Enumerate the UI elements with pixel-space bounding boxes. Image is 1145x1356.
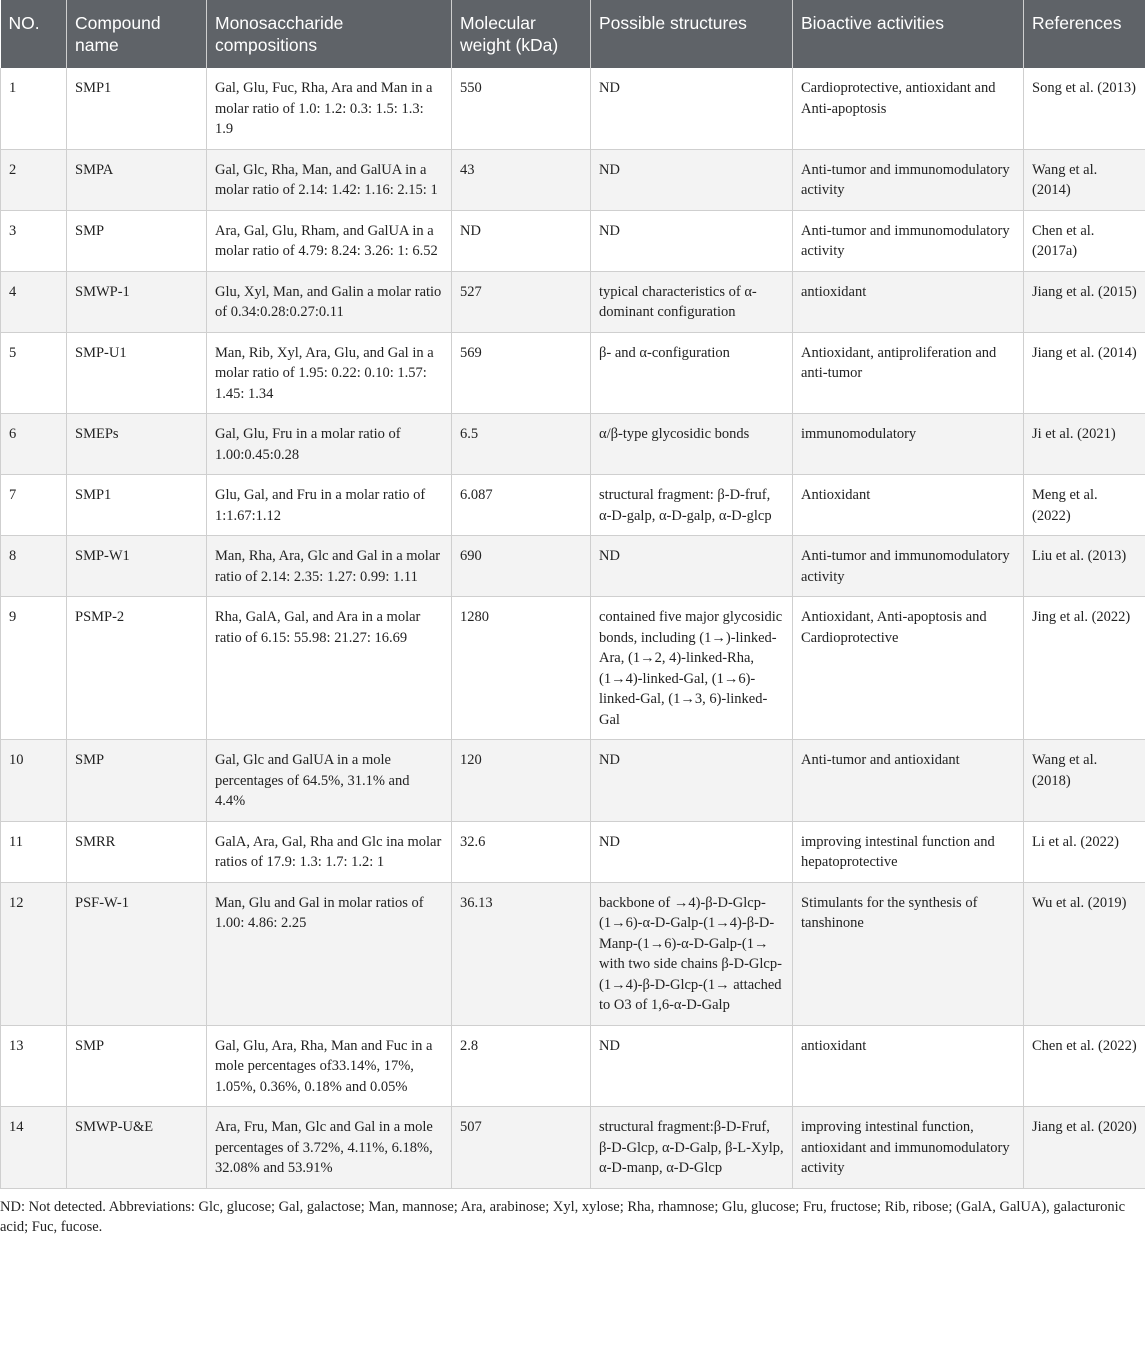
cell-molecular-weight: 569 (452, 332, 591, 414)
cell-compound-name: SMEPs (67, 414, 207, 475)
table-row (1, 740, 1145, 822)
table-row (1, 210, 1145, 271)
cell-monosaccharide: Gal, Glc, Rha, Man, and GalUA in a molar ratio of 2.14: 1.42: 1.16: 2.15: 1 (207, 149, 452, 210)
cell-references: Wu et al. (2019) (1024, 882, 1145, 1025)
cell-monosaccharide: Ara, Gal, Glu, Rham, and GalUA in a molar ratio of 4.79: 8.24: 3.26: 1: 6.52 (207, 210, 452, 271)
cell-no: 1 (1, 68, 67, 149)
cell-structures: contained five major glycosidic bonds, including (1→)-linked-Ara, (1→2, 4)-linked-Rha, (1→4)-linked-Gal, (1→6)-linked-Gal, (1→3, 6)-linked-Gal (591, 597, 793, 740)
cell-molecular-weight: 550 (452, 68, 591, 149)
cell-molecular-weight: 6.087 (452, 475, 591, 536)
cell-structures: structural fragment:β-D-Fruf, β-D-Glcp, α-D-Galp, β-L-Xylp, α-D-manp, α-D-Glcp (591, 1107, 793, 1189)
cell-monosaccharide: Man, Rha, Ara, Glc and Gal in a molar ratio of 2.14: 2.35: 1.27: 0.99: 1.11 (207, 536, 452, 597)
table-row (1, 149, 1145, 210)
cell-structures: ND (591, 149, 793, 210)
cell-molecular-weight: 32.6 (452, 821, 591, 882)
cell-bioactivities: Antioxidant, Anti-apoptosis and Cardioprotective (793, 597, 1024, 740)
table-row (1, 475, 1145, 536)
cell-bioactivities: immunomodulatory (793, 414, 1024, 475)
cell-references: Wang et al. (2014) (1024, 149, 1145, 210)
cell-no: 2 (1, 149, 67, 210)
table-row (1, 414, 1145, 475)
cell-bioactivities: Anti-tumor and antioxidant (793, 740, 1024, 822)
cell-bioactivities: antioxidant (793, 271, 1024, 332)
cell-no: 13 (1, 1025, 67, 1107)
cell-structures: β- and α-configuration (591, 332, 793, 414)
cell-compound-name: SMP-W1 (67, 536, 207, 597)
cell-compound-name: SMP-U1 (67, 332, 207, 414)
header-bioactivities: Bioactive activities (793, 0, 1024, 68)
table-footnote: ND: Not detected. Abbreviations: Glc, glucose; Gal, galactose; Man, mannose; Ara, arabinose; Xyl, xylose; Rha, rhamnose; Glu, glucose; Fru, fructose; Rib, ribose; (GalA, GalUA), galacturonic acid; Fuc, fucose. (0, 1198, 1126, 1235)
cell-no: 3 (1, 210, 67, 271)
cell-references: Liu et al. (2013) (1024, 536, 1145, 597)
cell-monosaccharide: Man, Glu and Gal in molar ratios of 1.00: 4.86: 2.25 (207, 882, 452, 1025)
cell-molecular-weight: 2.8 (452, 1025, 591, 1107)
cell-bioactivities: Cardioprotective, antioxidant and Anti-apoptosis (793, 68, 1024, 149)
cell-bioactivities: antioxidant (793, 1025, 1024, 1107)
cell-molecular-weight: 690 (452, 536, 591, 597)
cell-references: Meng et al. (2022) (1024, 475, 1145, 536)
cell-compound-name: SMRR (67, 821, 207, 882)
cell-references: Chen et al. (2022) (1024, 1025, 1145, 1107)
cell-compound-name: SMP1 (67, 475, 207, 536)
cell-monosaccharide: Gal, Glc and GalUA in a mole percentages of 64.5%, 31.1% and 4.4% (207, 740, 452, 822)
cell-compound-name: SMP (67, 740, 207, 822)
cell-references: Wang et al. (2018) (1024, 740, 1145, 822)
cell-molecular-weight: 43 (452, 149, 591, 210)
table-row (1, 821, 1145, 882)
cell-bioactivities: Anti-tumor and immunomodulatory activity (793, 210, 1024, 271)
cell-bioactivities: improving intestinal function and hepatoprotective (793, 821, 1024, 882)
cell-compound-name: SMP (67, 1025, 207, 1107)
cell-references: Li et al. (2022) (1024, 821, 1145, 882)
table-row (1, 332, 1145, 414)
table-row (1, 536, 1145, 597)
cell-references: Jiang et al. (2014) (1024, 332, 1145, 414)
cell-molecular-weight: ND (452, 210, 591, 271)
cell-no: 10 (1, 740, 67, 822)
header-monosaccharide: Monosaccharide compositions (207, 0, 452, 68)
cell-references: Jiang et al. (2015) (1024, 271, 1145, 332)
cell-compound-name: PSF-W-1 (67, 882, 207, 1025)
cell-molecular-weight: 120 (452, 740, 591, 822)
cell-molecular-weight: 527 (452, 271, 591, 332)
cell-structures: ND (591, 68, 793, 149)
header-compound-name: Compound name (67, 0, 207, 68)
cell-structures: ND (591, 821, 793, 882)
cell-compound-name: SMPA (67, 149, 207, 210)
cell-compound-name: SMWP-1 (67, 271, 207, 332)
header-structures: Possible structures (591, 0, 793, 68)
cell-bioactivities: Stimulants for the synthesis of tanshinone (793, 882, 1024, 1025)
cell-references: Jiang et al. (2020) (1024, 1107, 1145, 1189)
cell-references: Ji et al. (2021) (1024, 414, 1145, 475)
cell-compound-name: SMP (67, 210, 207, 271)
cell-bioactivities: Antioxidant (793, 475, 1024, 536)
cell-structures: α/β-type glycosidic bonds (591, 414, 793, 475)
cell-monosaccharide: Gal, Glu, Ara, Rha, Man and Fuc in a mole percentages of33.14%, 17%, 1.05%, 0.36%, 0.18% and 0.05% (207, 1025, 452, 1107)
cell-molecular-weight: 6.5 (452, 414, 591, 475)
cell-molecular-weight: 36.13 (452, 882, 591, 1025)
cell-monosaccharide: Gal, Glu, Fuc, Rha, Ara and Man in a molar ratio of 1.0: 1.2: 0.3: 1.5: 1.3: 1.9 (207, 68, 452, 149)
cell-no: 8 (1, 536, 67, 597)
cell-compound-name: SMP1 (67, 68, 207, 149)
cell-molecular-weight: 1280 (452, 597, 591, 740)
cell-references: Song et al. (2013) (1024, 68, 1145, 149)
cell-no: 7 (1, 475, 67, 536)
table-row (1, 882, 1145, 1025)
header-no: NO. (1, 0, 67, 68)
cell-compound-name: PSMP-2 (67, 597, 207, 740)
cell-references: Chen et al. (2017a) (1024, 210, 1145, 271)
table-row (1, 1107, 1145, 1189)
table-row (1, 1025, 1145, 1107)
cell-molecular-weight: 507 (452, 1107, 591, 1189)
cell-bioactivities: Anti-tumor and immunomodulatory activity (793, 149, 1024, 210)
cell-compound-name: SMWP-U&E (67, 1107, 207, 1189)
cell-no: 11 (1, 821, 67, 882)
cell-no: 9 (1, 597, 67, 740)
table-row (1, 597, 1145, 740)
table-row (1, 271, 1145, 332)
cell-no: 12 (1, 882, 67, 1025)
table-row (1, 68, 1145, 149)
header-references: References (1024, 0, 1145, 68)
cell-structures: ND (591, 210, 793, 271)
cell-structures: typical characteristics of α-dominant configuration (591, 271, 793, 332)
cell-structures: structural fragment: β-D-fruf, α-D-galp, α-D-galp, α-D-glcp (591, 475, 793, 536)
cell-monosaccharide: Glu, Xyl, Man, and Galin a molar ratio of 0.34:0.28:0.27:0.11 (207, 271, 452, 332)
cell-structures: ND (591, 740, 793, 822)
cell-structures: ND (591, 1025, 793, 1107)
header-row (1, 0, 1145, 68)
cell-bioactivities: Anti-tumor and immunomodulatory activity (793, 536, 1024, 597)
cell-no: 4 (1, 271, 67, 332)
cell-bioactivities: Antioxidant, antiproliferation and anti-tumor (793, 332, 1024, 414)
cell-monosaccharide: GalA, Ara, Gal, Rha and Glc ina molar ratios of 17.9: 1.3: 1.7: 1.2: 1 (207, 821, 452, 882)
header-molecular-weight: Molecular weight (kDa) (452, 0, 591, 68)
cell-no: 6 (1, 414, 67, 475)
cell-references: Jing et al. (2022) (1024, 597, 1145, 740)
cell-no: 14 (1, 1107, 67, 1189)
cell-no: 5 (1, 332, 67, 414)
cell-bioactivities: improving intestinal function, antioxidant and immunomodulatory activity (793, 1107, 1024, 1189)
cell-monosaccharide: Gal, Glu, Fru in a molar ratio of 1.00:0.45:0.28 (207, 414, 452, 475)
cell-monosaccharide: Man, Rib, Xyl, Ara, Glu, and Gal in a molar ratio of 1.95: 0.22: 0.10: 1.57: 1.45: 1.34 (207, 332, 452, 414)
cell-monosaccharide: Rha, GalA, Gal, and Ara in a molar ratio of 6.15: 55.98: 21.27: 16.69 (207, 597, 452, 740)
cell-structures: backbone of →4)-β-D-Glcp-(1→6)-α-D-Galp-(1→4)-β-D-Manp-(1→6)-α-D-Galp-(1→ with two side chains β-D-Glcp-(1→4)-β-D-Glcp-(1→ attached to O3 of 1,6-α-D-Galp (591, 882, 793, 1025)
cell-monosaccharide: Ara, Fru, Man, Glc and Gal in a mole percentages of 3.72%, 4.11%, 6.18%, 32.08% and 53.91% (207, 1107, 452, 1189)
cell-structures: ND (591, 536, 793, 597)
cell-monosaccharide: Glu, Gal, and Fru in a molar ratio of 1:1.67:1.12 (207, 475, 452, 536)
